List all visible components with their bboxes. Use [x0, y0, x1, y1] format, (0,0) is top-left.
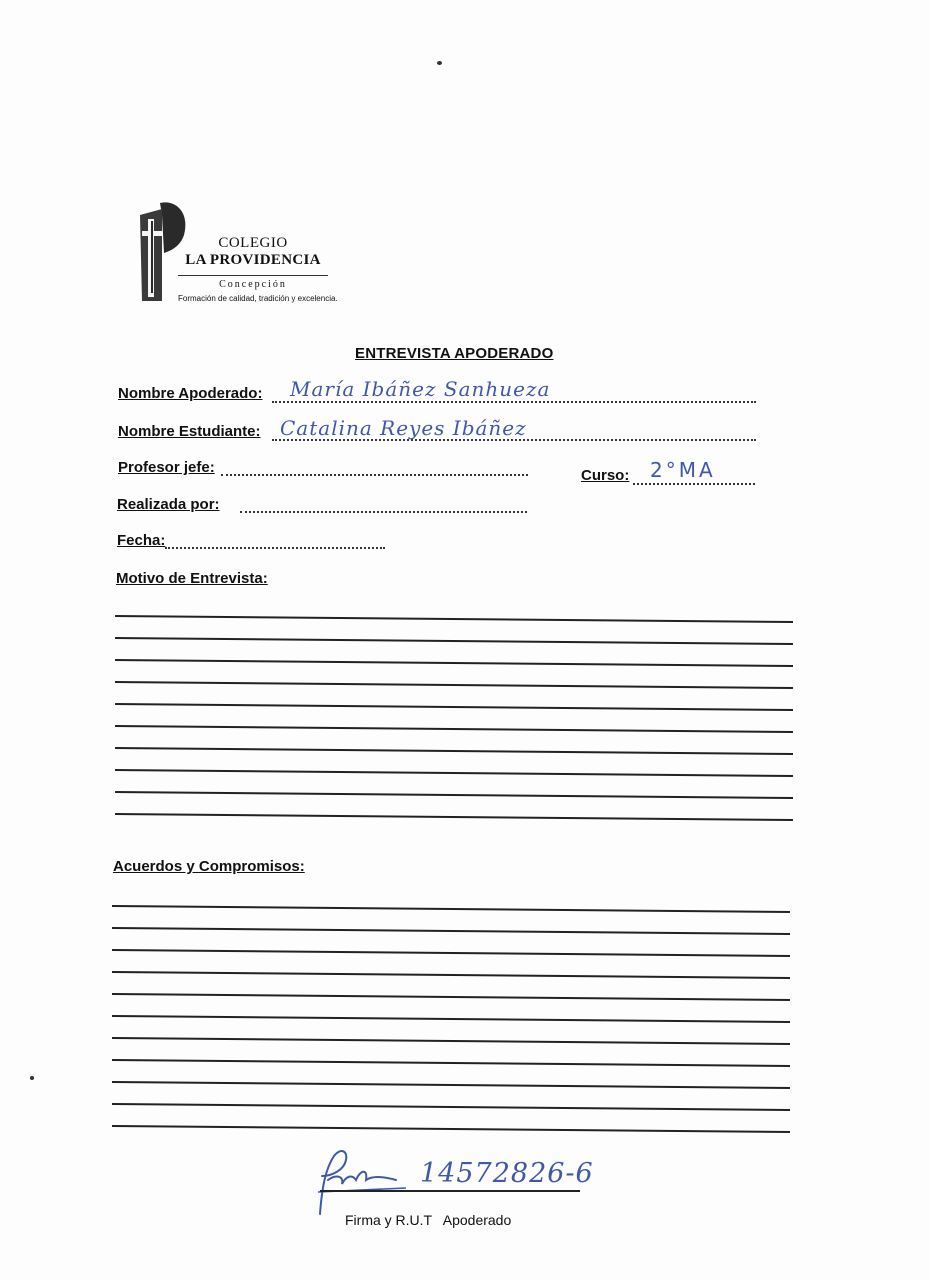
- reason-line[interactable]: [115, 703, 793, 711]
- agreements-label: Acuerdos y Compromisos:: [113, 858, 305, 875]
- guardian-name-value: María Ibáñez Sanhueza: [290, 377, 551, 401]
- scan-speck: [30, 1076, 34, 1080]
- conducted-by-label: Realizada por:: [117, 496, 220, 513]
- head-teacher-label: Profesor jefe:: [118, 459, 215, 476]
- agreement-line[interactable]: [112, 1081, 790, 1089]
- agreement-line[interactable]: [112, 1125, 790, 1133]
- guardian-name-label: Nombre Apoderado:: [118, 385, 263, 402]
- reason-line[interactable]: [115, 725, 793, 733]
- agreement-line[interactable]: [112, 1059, 790, 1067]
- guardian-signature: [316, 1146, 411, 1216]
- conducted-by-field[interactable]: [117, 496, 220, 513]
- date-line: [165, 545, 385, 549]
- course-field[interactable]: [581, 467, 629, 484]
- interview-reason-label: Motivo de Entrevista:: [116, 570, 268, 587]
- logo-line-city: Concepción: [178, 275, 328, 290]
- logo-line-college: COLEGIO: [218, 235, 288, 251]
- guardian-rut: 14572826-6: [420, 1158, 594, 1189]
- agreement-line[interactable]: [112, 1037, 790, 1045]
- logo-line-name: LA PROVIDENCIA: [185, 252, 321, 268]
- reason-line[interactable]: [115, 659, 793, 667]
- signature-line[interactable]: [320, 1190, 580, 1192]
- signature-label-text: Firma y R.U.T Apoderado: [345, 1212, 512, 1228]
- agreement-line[interactable]: [112, 993, 790, 1001]
- reason-line[interactable]: [115, 747, 793, 755]
- course-value: 2°MA: [650, 458, 716, 482]
- reason-line[interactable]: [115, 615, 793, 623]
- scan-speck: [437, 61, 442, 65]
- agreement-line[interactable]: [112, 971, 790, 979]
- form-title: ENTREVISTA APODERADO: [355, 345, 554, 362]
- reason-line[interactable]: [115, 769, 793, 777]
- school-logo: [132, 195, 338, 310]
- logo-tagline: Formación de calidad, tradición y excelencia.: [178, 294, 338, 303]
- agreement-line[interactable]: [112, 1015, 790, 1023]
- head-teacher-field[interactable]: [118, 459, 215, 476]
- date-field[interactable]: [117, 532, 165, 549]
- reason-line[interactable]: [115, 681, 793, 689]
- signature-label: [345, 1212, 511, 1228]
- agreement-line[interactable]: [112, 1103, 790, 1111]
- student-name-label: Nombre Estudiante:: [118, 423, 261, 440]
- reason-line[interactable]: [115, 813, 793, 821]
- student-name-value: Catalina Reyes Ibáñez: [280, 416, 527, 440]
- date-label: Fecha:: [117, 532, 166, 549]
- agreement-line[interactable]: [112, 927, 790, 935]
- student-name-field[interactable]: [118, 423, 261, 440]
- guardian-name-field[interactable]: [118, 385, 262, 402]
- head-teacher-line: [221, 472, 528, 476]
- conducted-by-line: [240, 509, 527, 513]
- reason-line[interactable]: [115, 791, 793, 799]
- reason-line[interactable]: [115, 637, 793, 645]
- course-label: Curso:: [581, 467, 630, 484]
- agreement-line[interactable]: [112, 949, 790, 957]
- agreement-line[interactable]: [112, 905, 790, 913]
